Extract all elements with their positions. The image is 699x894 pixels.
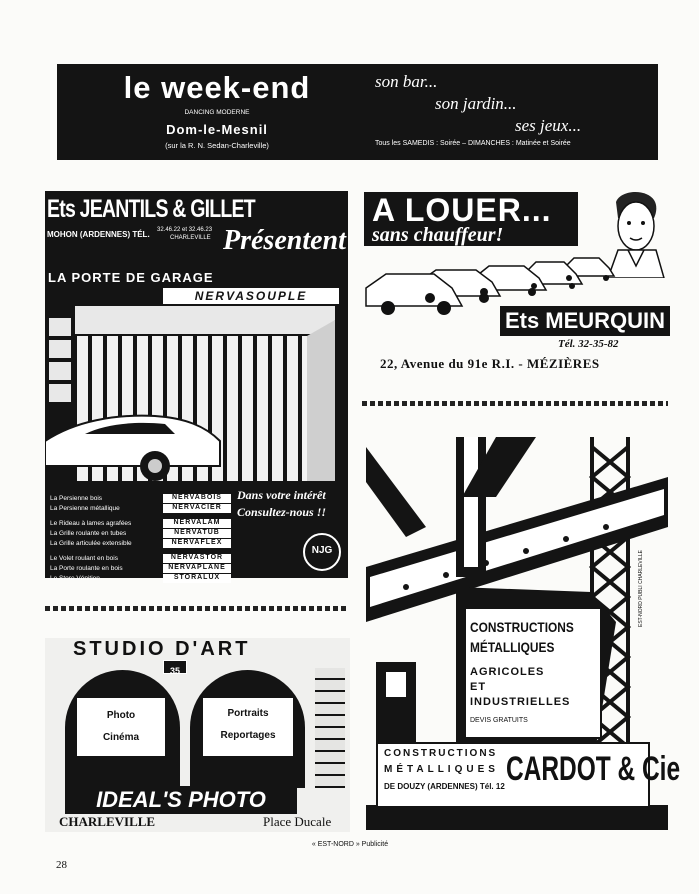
product-brand: NERVAPLANE	[163, 564, 231, 573]
separator-right	[362, 401, 668, 406]
meurquin-tagline: sans chauffeur!	[372, 224, 504, 246]
jeantils-logo	[303, 533, 341, 571]
jeantils-product-line: LA PORTE DE GARAGE	[48, 270, 214, 285]
weekend-subtitle: DANCING MODERNE	[184, 109, 250, 116]
product-brand: NERVABOIS	[163, 494, 231, 503]
product-row	[48, 504, 233, 514]
weekend-schedule: Tous les SAMEDIS : Soirée – DIMANCHES : Matinée et Soirée	[375, 140, 571, 147]
jeantils-tel: 32.46.22 et 32.46.23	[157, 227, 213, 233]
product-row	[48, 554, 233, 564]
jeantils-logo-text: NJG	[311, 545, 333, 556]
cardot-box-title-2: MÉTALLIQUES	[470, 639, 555, 655]
meurquin-company-box	[500, 306, 670, 336]
jeantils-company: Ets JEANTILS & GILLET	[47, 195, 255, 223]
cardot-devis: DEVIS GRATUITS	[470, 717, 528, 724]
product-row	[48, 529, 233, 539]
product-brand: NERVACIER	[163, 504, 231, 513]
jeantils-slogan-1: Dans votre intérêt	[237, 488, 326, 502]
studio-title: STUDIO D'ART	[73, 638, 251, 660]
weekend-place: Dom-le-Mesnil	[166, 122, 268, 137]
product-brand: STORALUX	[163, 574, 231, 583]
cardot-box-sub-3: INDUSTRIELLES	[470, 696, 571, 708]
cardot-footer-2: MÉTALLIQUES	[384, 764, 499, 775]
jeantils-tel-city: CHARLEVILLE	[170, 235, 211, 241]
jeantils-brand-banner	[163, 288, 339, 304]
studio-brand: IDEAL'S PHOTO	[96, 787, 266, 812]
product-label: La Persienne métallique	[50, 505, 120, 512]
product-row	[48, 539, 233, 549]
product-label: Le Volet roulant en bois	[50, 555, 118, 562]
studio-brick-wall	[315, 668, 345, 788]
cardot-side-credit: EST-NORD PUBLI CHARLEVILLE	[638, 550, 644, 627]
studio-brand-box	[65, 786, 297, 814]
product-label: La Grille roulante en tubes	[50, 530, 127, 537]
studio-right-2: Reportages	[220, 730, 276, 741]
cardot-box	[464, 607, 602, 739]
cardot-box-sub-1: AGRICOLES	[470, 666, 545, 678]
page-number: 28	[56, 859, 67, 871]
page-credit: « EST-NORD » Publicité	[311, 841, 389, 848]
product-label: Le Rideau à lames agrafées	[50, 520, 132, 527]
product-row	[48, 574, 233, 584]
studio-ad	[45, 638, 350, 832]
studio-left-1: Photo	[106, 710, 136, 721]
product-brand: NERVATUB	[163, 529, 231, 538]
studio-window-left	[77, 698, 165, 756]
jeantils-slogan-2: Consultez-nous !!	[237, 505, 327, 519]
separator-left	[45, 606, 348, 611]
product-label: La Persienne bois	[50, 495, 103, 502]
weekend-line-3: ses jeux...	[515, 116, 582, 135]
weekend-line-2: son jardin...	[435, 94, 517, 113]
product-row	[48, 519, 233, 529]
product-brand: NERVALAM	[163, 519, 231, 528]
garage-door-illustration	[45, 306, 348, 491]
meurquin-tel: Tél. 32-35-82	[558, 338, 619, 350]
product-row	[48, 494, 233, 504]
product-label: Le Store Vénitien	[50, 575, 100, 582]
studio-window-right	[203, 698, 293, 756]
cardot-brand: CARDOT & Cie	[506, 750, 681, 788]
product-brand: NERVAFLEX	[163, 539, 231, 548]
weekend-line-1: son bar...	[375, 72, 438, 91]
studio-number	[163, 660, 187, 674]
cardot-footer-1: CONSTRUCTIONS	[384, 748, 498, 759]
product-label: La Porte roulante en bois	[50, 565, 123, 572]
product-label: La Grille articulée extensible	[50, 540, 132, 547]
meurquin-ad	[362, 186, 670, 386]
cardot-footer-3: DE DOUZY (ARDENNES) Tél. 12	[384, 782, 505, 791]
studio-number-text: 35	[169, 666, 180, 676]
meurquin-address: 22, Avenue du 91e R.I. - MÉZIÈRES	[380, 356, 600, 371]
studio-city: CHARLEVILLE	[59, 814, 156, 829]
cardot-ad	[366, 437, 681, 830]
jeantils-ad	[45, 191, 348, 582]
meurquin-headline: A LOUER...	[372, 192, 552, 228]
cardot-footer	[376, 742, 681, 808]
meurquin-company: Ets MEURQUIN	[504, 308, 666, 333]
meurquin-headline-box	[364, 192, 578, 246]
jeantils-location: MOHON (ARDENNES) TÉL.	[47, 230, 150, 239]
weekend-title: le week-end	[123, 70, 311, 105]
product-brand: NERVASTOR	[163, 554, 231, 563]
studio-place: Place Ducale	[263, 814, 332, 829]
jeantils-brand: NERVASOUPLE	[194, 289, 308, 303]
studio-right-1: Portraits	[227, 708, 269, 719]
jeantils-product-table	[48, 494, 233, 582]
cardot-box-title-1: CONSTRUCTIONS	[470, 619, 574, 635]
weekend-route: (sur la R. N. Sedan-Charleville)	[165, 141, 269, 150]
studio-left-2: Cinéma	[102, 732, 140, 743]
product-row	[48, 564, 233, 574]
jeantils-presentent: Présentent	[223, 225, 346, 256]
cardot-box-sub-2: ET	[470, 681, 487, 693]
weekend-ad	[57, 64, 658, 160]
